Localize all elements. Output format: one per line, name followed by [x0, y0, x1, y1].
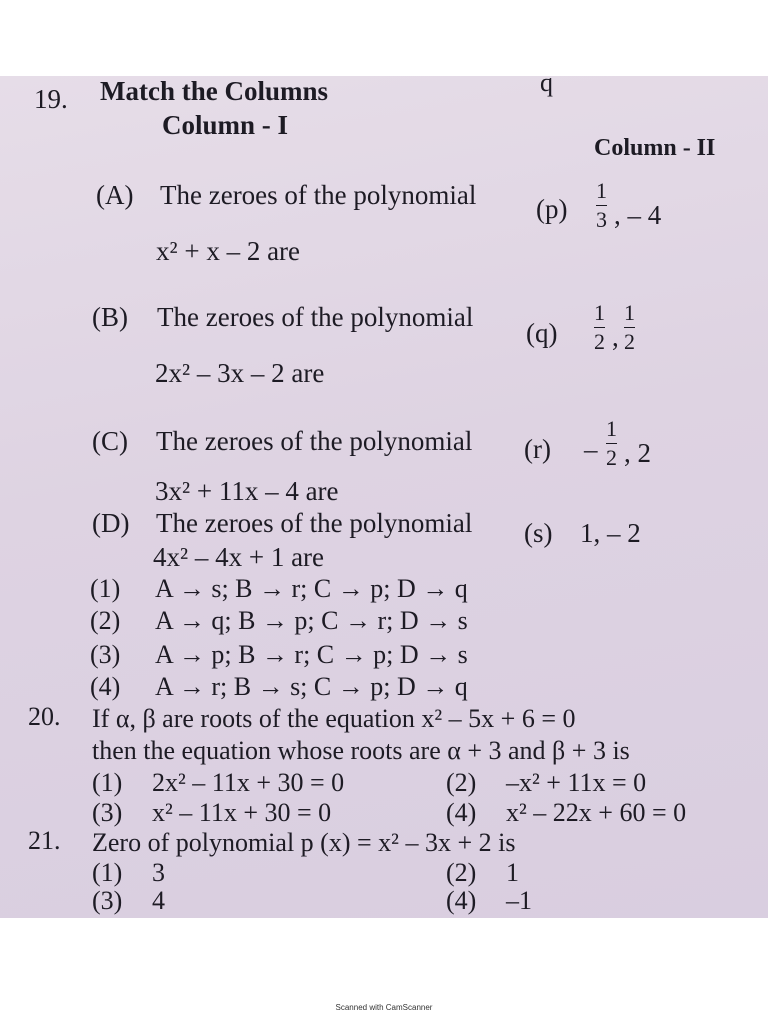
- row-a-line1: The zeroes of the polynomial: [160, 180, 477, 210]
- row-c-label: (C): [92, 426, 128, 456]
- answer-p-tail: , – 4: [614, 200, 662, 230]
- q19-option-3-num: (3): [90, 640, 121, 669]
- q20-option-1-num: (1): [92, 768, 123, 797]
- q21-option-3-text: 4: [152, 886, 165, 915]
- scanner-watermark: Scanned with CamScanner: [335, 1003, 433, 1012]
- q20-option-4-text: x² – 22x + 60 = 0: [506, 798, 687, 827]
- row-d-line1: The zeroes of the polynomial: [156, 508, 473, 538]
- scanned-page-photo: [0, 76, 768, 918]
- row-c-key: (r): [524, 434, 551, 464]
- q21-option-2-text: 1: [506, 858, 519, 887]
- q19-option-2-num: (2): [90, 606, 121, 635]
- q21-number: 21.: [28, 826, 61, 855]
- q19-option-4-text: A → r; B → s; C → p; D → q: [155, 672, 468, 701]
- q21-option-1-num: (1): [92, 858, 123, 887]
- answer-r-tail: , 2: [624, 438, 651, 468]
- q19-option-1-text: A → s; B → r; C → p; D → q: [155, 574, 468, 603]
- q20-number: 20.: [28, 702, 61, 731]
- q20-option-2-num: (2): [446, 768, 477, 797]
- q20-option-2-text: –x² + 11x = 0: [506, 768, 647, 797]
- row-a-key: (p): [536, 194, 568, 224]
- q21-option-1-text: 3: [152, 858, 165, 887]
- q20-option-4-num: (4): [446, 798, 477, 827]
- q21-line1: Zero of polynomial p (x) = x² – 3x + 2 is: [92, 828, 516, 857]
- q21-option-4-text: –1: [506, 886, 532, 915]
- column-2-header: Column - II: [594, 135, 716, 161]
- row-b-key: (q): [526, 318, 558, 348]
- row-b-line1: The zeroes of the polynomial: [157, 302, 474, 332]
- row-b-line2: 2x² – 3x – 2 are: [155, 358, 325, 388]
- row-c-line2: 3x² + 11x – 4 are: [155, 476, 339, 506]
- answer-r-fraction: 1 2: [606, 416, 617, 470]
- column-1-header: Column - I: [162, 110, 289, 140]
- row-b-label: (B): [92, 302, 128, 332]
- q21-option-3-num: (3): [92, 886, 123, 915]
- q19-option-4-num: (4): [90, 672, 121, 701]
- q19-top-fragment: q: [540, 76, 553, 97]
- answer-q-fraction-2: 1 2: [624, 300, 635, 354]
- q20-option-3-text: x² – 11x + 30 = 0: [152, 798, 332, 827]
- row-a-label: (A): [96, 180, 134, 210]
- q19-number: 19.: [34, 84, 68, 114]
- row-a-line2: x² + x – 2 are: [156, 236, 301, 266]
- bleed-through-text: [420, 96, 426, 122]
- q20-line1: If α, β are roots of the equation x² – 5x + 6 = 0: [92, 704, 576, 733]
- q20-line2: then the equation whose roots are α + 3 and β + 3 is: [92, 736, 630, 765]
- answer-q-comma: ,: [612, 322, 619, 352]
- q21-option-2-num: (2): [446, 858, 477, 887]
- q19-title: Match the Columns: [100, 76, 328, 106]
- q20-option-1-text: 2x² – 11x + 30 = 0: [152, 768, 345, 797]
- row-d-line2: 4x² – 4x + 1 are: [153, 542, 325, 572]
- q21-option-4-num: (4): [446, 886, 477, 915]
- q19-option-2-text: A → q; B → p; C → r; D → s: [155, 606, 468, 635]
- answer-s: 1, – 2: [580, 518, 641, 548]
- q19-option-3-text: A → p; B → r; C → p; D → s: [155, 640, 468, 669]
- q20-option-3-num: (3): [92, 798, 123, 827]
- answer-r-prefix: –: [584, 434, 598, 464]
- row-d-label: (D): [92, 508, 130, 538]
- q19-option-1-num: (1): [90, 574, 121, 603]
- row-d-key: (s): [524, 518, 553, 548]
- row-c-line1: The zeroes of the polynomial: [156, 426, 473, 456]
- answer-q-fraction-1: 1 2: [594, 300, 605, 354]
- answer-p-fraction: 1 3: [596, 178, 607, 232]
